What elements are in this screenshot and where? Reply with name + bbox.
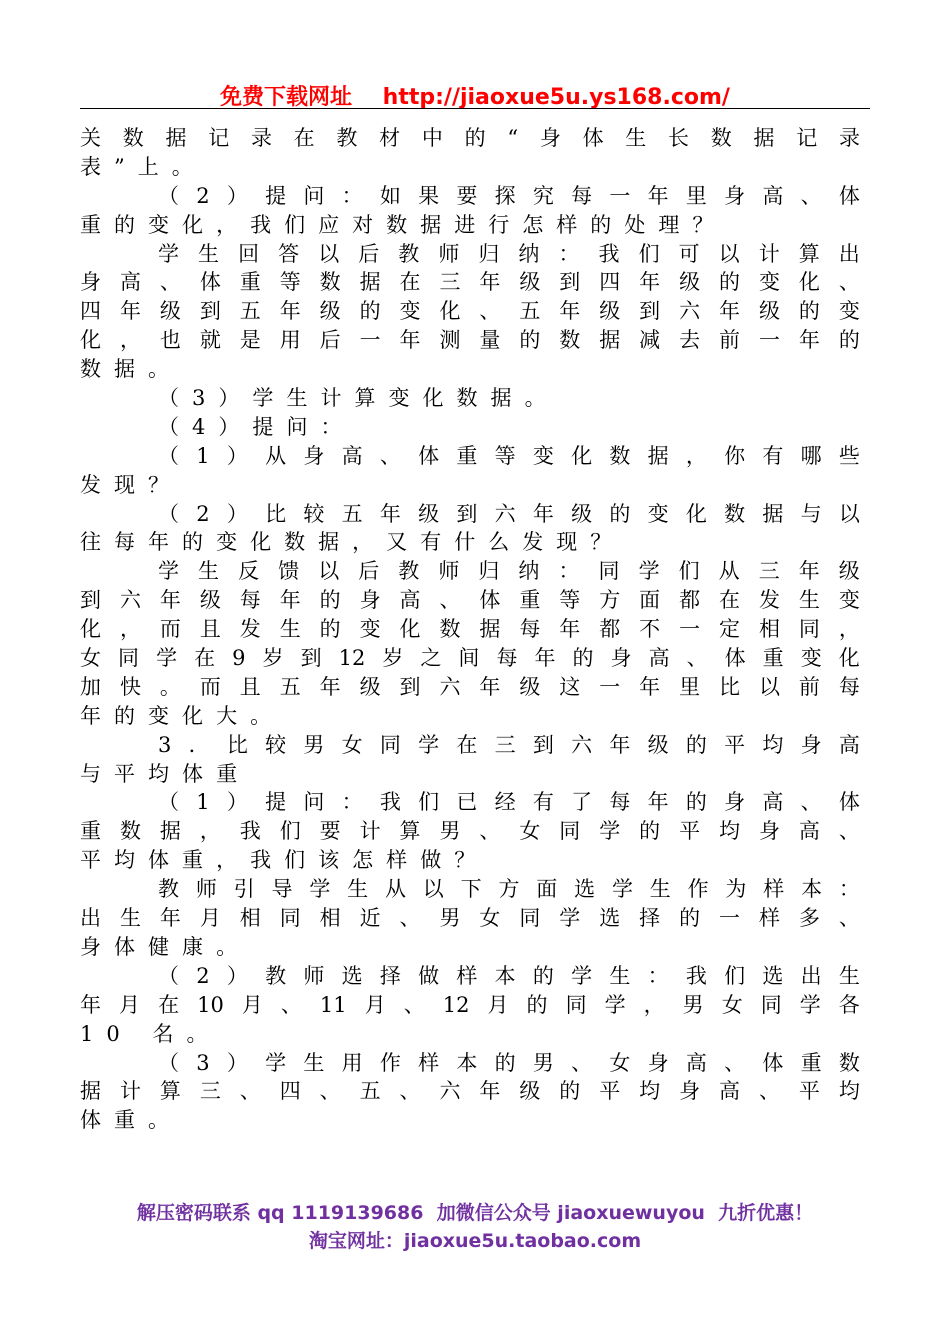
header-download-url: 免费下载网址 http://jiaoxue5u.ys168.com/ <box>220 85 730 110</box>
footer-taobao-url: 淘宝网址：jiaoxue5u.taobao.com <box>308 1230 642 1252</box>
header-divider <box>80 108 870 109</box>
document-body <box>80 124 860 1135</box>
text-line: （ 1 ） 从 身 高 、 体 重 等 变 化 数 据 ， 你 有 哪 些 <box>158 443 860 468</box>
text-line: 表”上。 <box>80 154 206 179</box>
text-line: 身体健康。 <box>80 934 251 959</box>
text-line: （ 3 ） 学 生 用 作 样 本 的 男 、 女 身 高 、 体 重 数 <box>158 1050 860 1075</box>
text-line: （3）学生计算变化数据。 <box>158 386 559 411</box>
text-line: 四 年 级 到 五 年 级 的 变 化 、 五 年 级 到 六 年 级 的 变 <box>80 299 860 324</box>
text-line: 与平均体重 <box>80 761 251 786</box>
text-line: 教 师 引 导 学 生 从 以 下 方 面 选 学 生 作 为 样 本 ： <box>158 877 860 902</box>
text-line: 出 生 年 月 相 同 相 近 、 男 女 同 学 选 择 的 一 样 多 、 <box>80 906 860 931</box>
text-line: 女 同 学 在 9 岁 到 12 岁 之 间 每 年 的 身 高 、 体 重 变 化 <box>80 646 860 671</box>
text-line: 学 生 反 馈 以 后 教 师 归 纳 ： 同 学 们 从 三 年 级 <box>158 559 860 584</box>
text-line: （4）提问： <box>158 414 355 439</box>
text-line: 数据。 <box>80 357 183 382</box>
text-line: 化 ， 而 且 发 生 的 变 化 数 据 每 年 都 不 一 定 相 同 ， <box>80 617 860 642</box>
text-line: 发现？ <box>80 472 183 497</box>
text-line: 年的变化大。 <box>80 703 285 728</box>
text-line: 重 数 据 ， 我 们 要 计 算 男 、 女 同 学 的 平 均 身 高 、 <box>80 819 860 844</box>
text-line: 到 六 年 级 每 年 的 身 高 、 体 重 等 方 面 都 在 发 生 变 <box>80 588 860 613</box>
text-line: 关 数 据 记 录 在 教 材 中 的 “ 身 体 生 长 数 据 记 录 <box>80 126 860 150</box>
text-line: （ 2 ） 比 较 五 年 级 到 六 年 级 的 变 化 数 据 与 以 <box>158 501 860 526</box>
text-line: （ 1 ） 提 问 ： 我 们 已 经 有 了 每 年 的 身 高 、 体 <box>158 790 860 815</box>
footer-contact: 解压密码联系 qq 1119139686 加微信公众号 jiaoxuewuyou 九折优惠！ <box>136 1202 814 1224</box>
text-line: （ 2 ） 提 问 ： 如 果 要 探 究 每 一 年 里 身 高 、 体 <box>158 183 860 208</box>
text-line: 学 生 回 答 以 后 教 师 归 纳 ： 我 们 可 以 计 算 出 <box>158 241 860 266</box>
text-line: 年 月 在 10 月 、 11 月 、 12 月 的 同 学 ， 男 女 同 学 各 <box>80 992 860 1017</box>
text-line: （ 2 ） 教 师 选 择 做 样 本 的 学 生 ： 我 们 选 出 生 <box>158 963 860 988</box>
text-line: 重的变化，我们应对数据进行怎样的处理？ <box>80 212 727 237</box>
text-line: 体重。 <box>80 1108 183 1133</box>
text-line: 身 高 、 体 重 等 数 据 在 三 年 级 到 四 年 级 的 变 化 、 <box>80 270 860 295</box>
text-line: 平均体重，我们该怎样做？ <box>80 848 489 873</box>
text-line: 3 ． 比 较 男 女 同 学 在 三 到 六 年 级 的 平 均 身 高 <box>158 732 860 757</box>
text-line: 据 计 算 三 、 四 、 五 、 六 年 级 的 平 均 身 高 、 平 均 <box>80 1079 860 1104</box>
text-line: 化 ， 也 就 是 用 后 一 年 测 量 的 数 据 减 去 前 一 年 的 <box>80 328 860 353</box>
text-line: 10 名。 <box>80 1021 221 1046</box>
text-line: 往每年的变化数据，又有什么发现？ <box>80 530 625 555</box>
text-line: 加 快 。 而 且 五 年 级 到 六 年 级 这 一 年 里 比 以 前 每 <box>80 674 860 699</box>
